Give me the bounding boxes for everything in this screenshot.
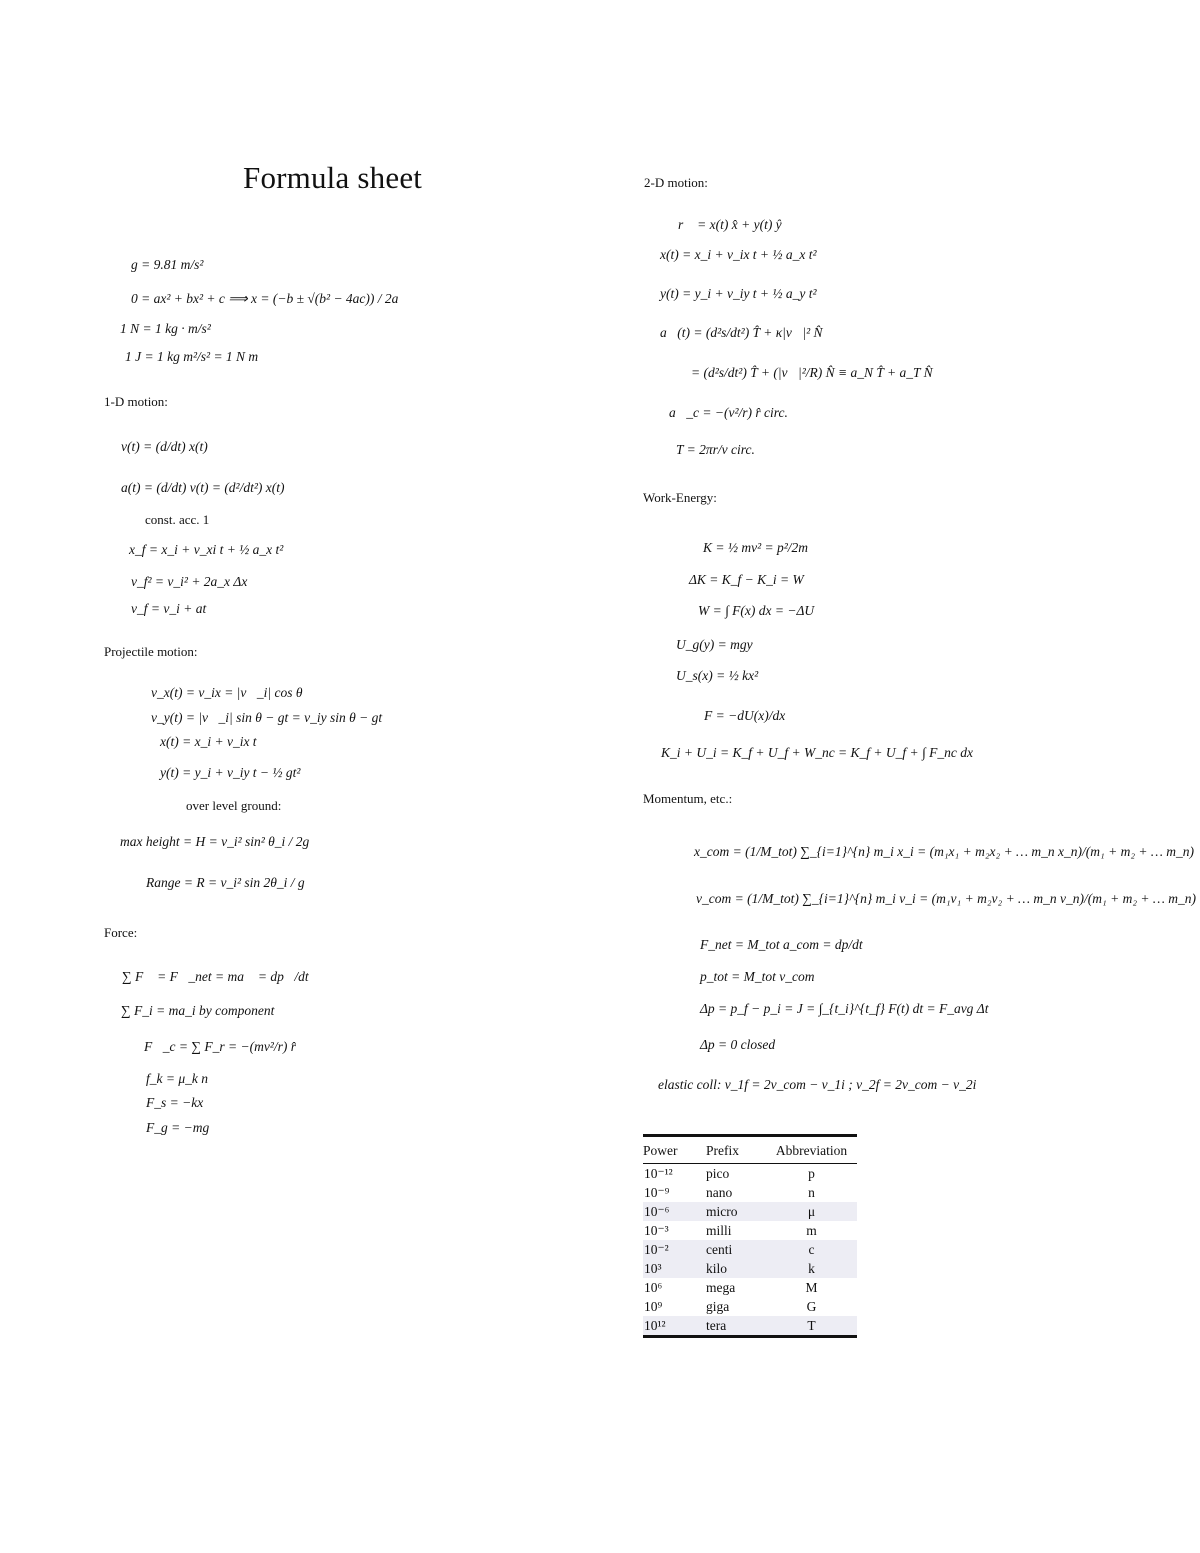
table-header-row [643, 1136, 857, 1164]
eq-spring-pe: U_s(x) = ½ kx² [676, 668, 759, 683]
eq-proj-x: x(t) = x_i + v_ix t [160, 734, 257, 749]
header-abbreviation: Abbreviation [775, 1143, 848, 1158]
note-level-ground: over level ground: [186, 798, 282, 813]
header-prefix: Prefix [706, 1143, 739, 1158]
cell-abbreviation: c [808, 1241, 815, 1257]
cell-abbreviation: p [808, 1165, 815, 1181]
cell-prefix: nano [706, 1184, 733, 1200]
table-row [643, 1316, 857, 1337]
heading-force: Force: [104, 925, 138, 940]
cell-abbreviation: m [806, 1222, 817, 1238]
cell-power: 10¹² [644, 1317, 666, 1333]
cell-prefix: centi [706, 1241, 733, 1257]
eq-velocity-final: v_f = v_i + at [131, 601, 207, 616]
cell-power: 10⁻³ [644, 1222, 669, 1238]
header-power: Power [643, 1143, 678, 1158]
eq-velocity: v(t) = (d/dt) x(t) [121, 439, 208, 454]
cell-power: 10⁶ [644, 1279, 663, 1295]
eq-2d-y: y(t) = y_i + v_iy t + ½ a_y t² [660, 286, 817, 301]
eq-spring-force: F_s = −kx [146, 1095, 204, 1110]
eq-gravitational-pe: U_g(y) = mgy [676, 637, 753, 652]
table-row [643, 1259, 857, 1278]
eq-kinetic-friction: f_k = μ_k n [146, 1071, 208, 1086]
table-row [643, 1164, 857, 1184]
table-row [643, 1202, 857, 1221]
cell-prefix: tera [706, 1317, 727, 1333]
eq-gravity-force: F_g = −mg [146, 1120, 210, 1135]
eq-proj-y: y(t) = y_i + v_iy t − ½ gt² [160, 765, 301, 780]
eq-centripetal-acc: a⃗_c = −(v²/r) r̂ circ. [669, 405, 788, 420]
cell-abbreviation: T [807, 1317, 816, 1333]
eq-impulse: Δp = p_f − p_i = J = ∫_{t_i}^{t_f} F(t) dt = F_avg Δt [700, 1001, 989, 1016]
eq-proj-vx: v_x(t) = v_ix = |v⃗_i| cos θ [151, 685, 303, 700]
eq-center-of-mass-position: x_com = (1/M_tot) ∑_{i=1}^{n} m_i x_i = (m₁x₁ + m₂x₂ + … m_n x_n)/(m₁ + m₂ + … m_n) [694, 844, 1195, 859]
eq-work-energy-theorem: ΔK = K_f − K_i = W [689, 572, 804, 587]
constant-joule: 1 J = 1 kg m²/s² = 1 N m [125, 349, 259, 364]
cell-power: 10³ [644, 1260, 662, 1276]
eq-momentum-conservation: Δp = 0 closed [700, 1037, 776, 1052]
cell-prefix: micro [706, 1203, 738, 1219]
eq-acceleration-components: = (d²s/dt²) T̂ + (|v⃗|²/R) N̂ ≡ a_N T̂ + a_T N̂ [691, 365, 933, 380]
table-row [643, 1183, 857, 1202]
page-title: Formula sheet [243, 160, 423, 195]
cell-power: 10⁻⁹ [644, 1184, 670, 1200]
eq-acceleration: a(t) = (d/dt) v(t) = (d²/dt²) x(t) [121, 480, 285, 495]
heading-1d-motion: 1-D motion: [104, 394, 168, 409]
table-row [643, 1240, 857, 1259]
eq-work-integral: W = ∫ F(x) dx = −ΔU [698, 603, 815, 618]
cell-abbreviation: n [808, 1184, 815, 1200]
cell-power: 10⁻¹² [644, 1165, 673, 1181]
constant-gravity: g = 9.81 m/s² [131, 257, 204, 272]
eq-force-component: ∑ F_i = ma_i by component [121, 1003, 275, 1018]
table-row [643, 1221, 857, 1240]
eq-elastic-collision: elastic coll: v_1f = 2v_com − v_1i ; v_2f = 2v_com − v_2i [658, 1077, 977, 1092]
heading-work-energy: Work-Energy: [643, 490, 717, 505]
cell-abbreviation: k [808, 1260, 815, 1276]
eq-force-from-potential: F = −dU(x)/dx [704, 708, 786, 723]
heading-momentum: Momentum, etc.: [643, 791, 733, 806]
note-const-acc: const. acc. 1 [145, 512, 210, 527]
eq-max-height: max height = H = v_i² sin² θ_i / 2g [120, 834, 310, 849]
constant-quadratic: 0 = ax² + bx² + c ⟹ x = (−b ± √(b² − 4ac)) / 2a [131, 291, 399, 306]
eq-newton-second: ∑ F⃗ = F⃗_net = ma⃗ = dp⃗/dt [122, 969, 309, 984]
eq-proj-vy: v_y(t) = |v⃗_i| sin θ − gt = v_iy sin θ − gt [151, 710, 383, 725]
cell-abbreviation: M [805, 1279, 818, 1295]
cell-prefix: giga [706, 1298, 730, 1314]
cell-power: 10⁻⁶ [644, 1203, 670, 1219]
eq-net-force-com: F_net = M_tot a_com = dp/dt [700, 937, 863, 952]
table-row [643, 1297, 857, 1316]
cell-prefix: kilo [706, 1260, 728, 1276]
eq-position-vector: r⃗ = x(t) x̂ + y(t) ŷ [678, 217, 782, 232]
si-prefix-table [643, 1134, 857, 1338]
cell-power: 10⁹ [644, 1298, 663, 1314]
cell-abbreviation: G [806, 1298, 817, 1314]
eq-range: Range = R = v_i² sin 2θ_i / g [146, 875, 305, 890]
eq-energy-conservation: K_i + U_i = K_f + U_f + W_nc = K_f + U_f + ∫ F_nc dx [661, 745, 973, 760]
eq-period: T = 2πr/v circ. [676, 442, 755, 457]
eq-position-const-acc: x_f = x_i + v_xi t + ½ a_x t² [129, 542, 284, 557]
eq-kinetic-energy: K = ½ mv² = p²/2m [703, 540, 809, 555]
heading-projectile: Projectile motion: [104, 644, 198, 659]
eq-total-momentum: p_tot = M_tot v_com [700, 969, 815, 984]
cell-abbreviation: μ [807, 1203, 816, 1219]
cell-power: 10⁻² [644, 1241, 669, 1257]
constant-newton: 1 N = 1 kg · m/s² [120, 321, 211, 336]
heading-2d-motion: 2-D motion: [644, 175, 708, 190]
eq-2d-x: x(t) = x_i + v_ix t + ½ a_x t² [660, 247, 817, 262]
cell-prefix: mega [706, 1279, 736, 1295]
table-row [643, 1278, 857, 1297]
cell-prefix: pico [706, 1165, 730, 1181]
eq-velocity-squared: v_f² = v_i² + 2a_x Δx [131, 574, 248, 589]
cell-prefix: milli [706, 1222, 732, 1238]
eq-center-of-mass-velocity: v_com = (1/M_tot) ∑_{i=1}^{n} m_i v_i = (m₁v₁ + m₂v₂ + … m_n v_n)/(m₁ + m₂ + … m_n) [696, 891, 1197, 906]
eq-centripetal-force: F⃗_c = ∑ F_r = −(mv²/r) r̂ [144, 1039, 296, 1054]
eq-acceleration-vector: a⃗(t) = (d²s/dt²) T̂ + κ|v⃗|² N̂ [660, 325, 823, 340]
